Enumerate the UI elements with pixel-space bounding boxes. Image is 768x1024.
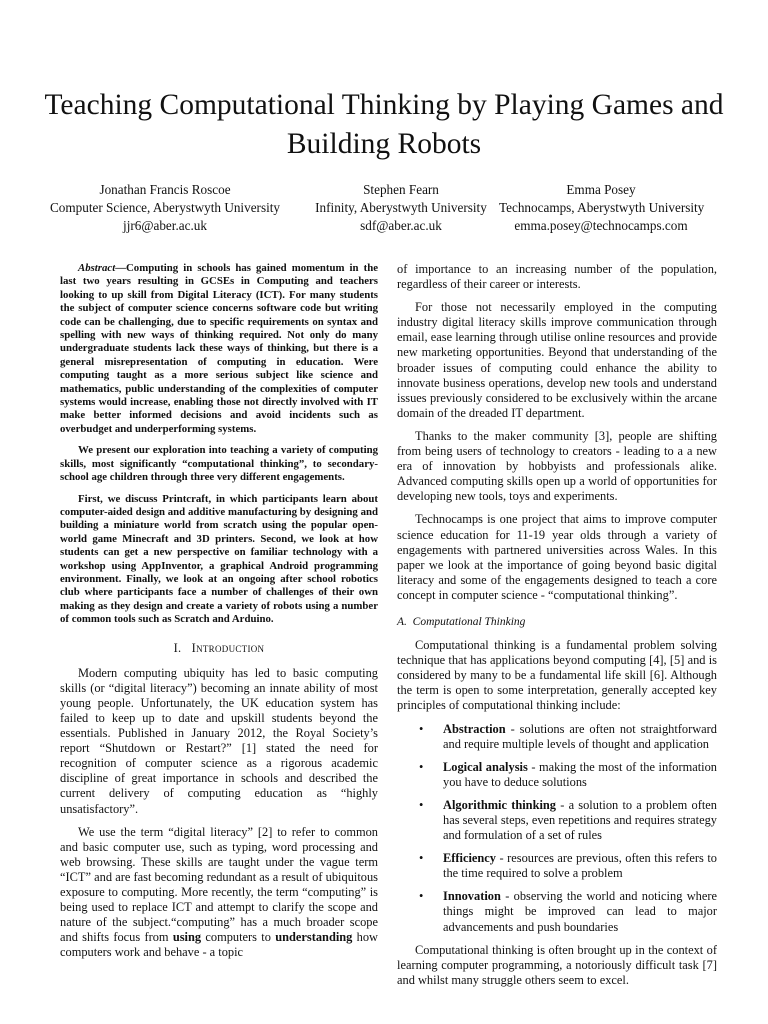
- body-paragraph: Modern computing ubiquity has led to basic computing skills (or “digital literacy”) becoming an innate ability of most young people. Unfortunately, the UK education system has failed to keep up to date and upskill students beyond the essentials. Published in January 2012, the Royal Society’s report “Shutdown or Restart?” [1] stated the need for recognition of computer science as a rigorous academic discipline of great importance in schools and described the current delivery of computing education as “highly unsatisfactory”.: [60, 665, 378, 816]
- body-text: computers to: [201, 930, 276, 945]
- principle-term: Logical analysis: [443, 759, 528, 774]
- paper-title: Teaching Computational Thinking by Playing Games and Building Robots: [44, 88, 724, 160]
- list-item: [397, 760, 717, 790]
- right-column: [397, 262, 717, 996]
- emphasis-understanding: understanding: [275, 930, 353, 945]
- author-name: Jonathan Francis Roscoe: [99, 182, 231, 197]
- abstract-paragraph: First, we discuss Printcraft, in which participants learn about computer-aided design and additive manufacturing by designing and building a miniature world from scratch using the popular open-world game Minecraft and 3D printers. Second, we look at how students can get a new perspective on familiar technology with a workshop using AppInventor, a graphical Android programming environment. Finally, we look at an ongoing after school robotics club where participants face a number of challenges of their own making as they design and create a variety of robots using a number of common tools such as Scratch and Arduino.: [60, 492, 378, 626]
- author-affiliation: Computer Science, Aberystwyth University: [49, 200, 280, 215]
- body-paragraph: Technocamps is one project that aims to improve computer science education for 11-19 year olds through a variety of engagements with partnered universities across Wales. In this paper we look at the importance of going beyond basic digital literacy and some of the engagements designed to teach a core concept in computer science - “computational thinking”.: [397, 512, 717, 602]
- section-heading: [60, 641, 378, 656]
- author-block: [40, 181, 290, 235]
- bullet-icon: •: [419, 759, 424, 774]
- principle-desc: - solutions are often not straightforward and require multiple levels of thought and application: [443, 721, 717, 751]
- principle-desc: - a solution to a problem often has several steps, even repetitions and requires strategy and formulation of a set of rules: [443, 797, 717, 843]
- author-block: [305, 181, 497, 235]
- bullet-icon: •: [419, 797, 424, 812]
- principle-desc: - observing the world and noticing where things might be improved can lead to major advancements and push boundaries: [443, 889, 717, 934]
- principle-term: Algorithmic thinking: [443, 797, 556, 812]
- emphasis-using: using: [172, 930, 202, 945]
- abstract-text: Computing in schools has gained momentum in the last two years resulting in GCSEs in Computing and teachers looking to up skill from Digital Literacy (ICT). For many students the subject of computer science concerns software code but writing code can be challenging, due to specific requirements on syntax and spelling with new ways of thinking required. Not only do many undergraduate students lack these ways of thinking, but there is a general misrepresentation of computing in education. Were computing taught as a more serious subject like science and mathematics, public understanding of the complexities of computer systems would increase, enabling those not directly involved with IT make better informed decisions and avoid incidents such as overbudget and underperforming systems.: [60, 262, 378, 435]
- section-title: Introduction: [191, 640, 265, 655]
- principle-term: Efficiency: [443, 851, 496, 866]
- principle-desc: - resources are previous, often this refers to the time required to solve a problem: [443, 851, 717, 881]
- list-item: [397, 889, 717, 934]
- bullet-icon: •: [419, 721, 424, 736]
- author-email: jjr6@aber.ac.uk: [123, 218, 207, 233]
- body-paragraph: For those not necessarily employed in the computing industry digital literacy skills improve communication through email, ease learning through utilise online resources and provide new marketing opportunities. Beyond that understanding of the broader issues of computing could enhance the ability to innovate business operations, develop new tools and understand issues previously considered to be exclusively within the arcane domain of the dreaded IT department.: [397, 300, 717, 420]
- body-text: how computers work and behave - a topic: [60, 930, 379, 960]
- abstract-paragraph: We present our exploration into teaching a variety of computing skills, most significantly “computational thinking”, to secondary-school age children through three very different engagements.: [60, 444, 378, 484]
- section-number: I.: [173, 640, 182, 655]
- author-affiliation: Technocamps, Aberystwyth University: [499, 200, 705, 215]
- body-text: We use the term “digital literacy” [2] to refer to common and basic computer use, such as typing, word processing and web browsing. These skills are taught under the vague term “ICT” and are fast becoming redundant as a result of ubiquitous exposure to computing. More recently, the term “computing” is being used to replace ICT and attempt to clarify the scope and nature of the subject.“computing” has a much broader scope and shifts focus from: [60, 824, 378, 945]
- author-email: emma.posey@technocamps.com: [514, 218, 688, 233]
- body-paragraph: Thanks to the maker community [3], people are shifting from being users of technology to creators - leading to a a new era of innovation by hobbyists and professionals alike. Advanced computing skills open up a world of opportunities for developing new tools, toys and experiments.: [397, 428, 717, 504]
- list-item: [397, 798, 717, 843]
- bullet-icon: •: [419, 889, 424, 904]
- body-paragraph: [60, 825, 378, 961]
- author-name: Emma Posey: [566, 182, 636, 197]
- subsection-title: Computational Thinking: [412, 615, 526, 628]
- body-paragraph: of importance to an increasing number of the population, regardless of their career or interests.: [397, 262, 717, 292]
- author-block: [499, 181, 703, 235]
- subsection-heading: [397, 615, 717, 630]
- principle-term: Innovation: [443, 889, 501, 904]
- subsection-label: A.: [397, 615, 407, 628]
- principles-list: [397, 722, 717, 935]
- author-name: Stephen Fearn: [363, 182, 439, 197]
- body-paragraph: Computational thinking is often brought up in the context of learning computer programming, a notoriously difficult task [7] and whilst many struggle others seem to excel.: [397, 942, 717, 987]
- abstract-label: Abstract: [78, 262, 116, 274]
- abstract-paragraph: [60, 262, 378, 436]
- body-paragraph: Computational thinking is a fundamental problem solving technique that has applications beyond computing [4], [5] and is considered by many to be a fundamental life skill [6]. Although the term is open to some interpretation, generally accepted key principles of computational thinking include:: [397, 638, 717, 713]
- bullet-icon: •: [419, 851, 424, 866]
- author-email: sdf@aber.ac.uk: [360, 218, 442, 233]
- abstract-dash: —: [115, 262, 126, 274]
- principle-desc: - making the most of the information you have to deduce solutions: [443, 759, 717, 789]
- principle-term: Abstraction: [443, 721, 506, 736]
- left-column: [60, 262, 378, 968]
- list-item: [397, 722, 717, 752]
- author-affiliation: Infinity, Aberystwyth University: [315, 200, 487, 215]
- list-item: [397, 851, 717, 881]
